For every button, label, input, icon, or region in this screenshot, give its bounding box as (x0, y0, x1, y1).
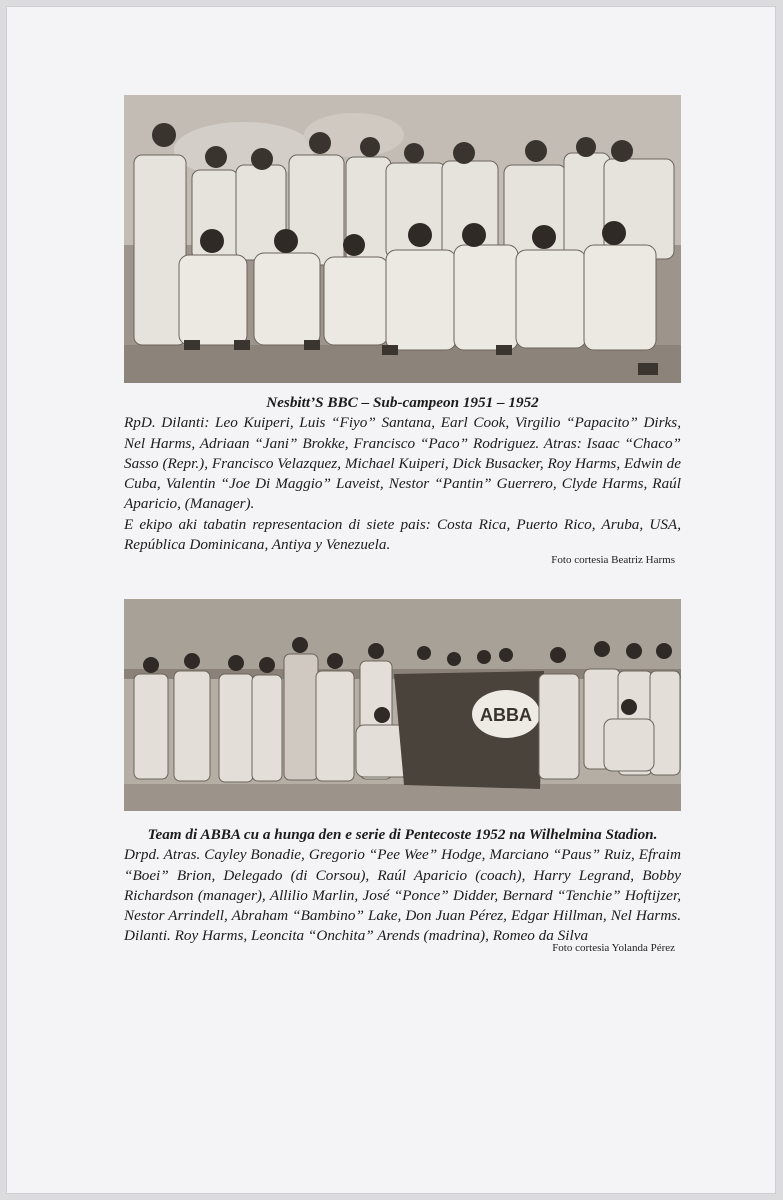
caption-abba (124, 825, 681, 947)
book-page (6, 6, 776, 1194)
caption-title: Nesbitt’S BBC – Sub-campeon 1951 – 1952 (266, 394, 539, 411)
caption-names: RpD. Dilanti: Leo Kuiperi, Luis “Fiyo” Santana, Earl Cook, Virgilio “Papacito” Dirks, Nel Harms, Adriaan “Jani” Brokke, Francisco “Paco” Rodriguez. Atras: Isaac “Chaco” Sasso (Repr.), Francisco Velazquez, Michael Kuiperi, Dick Busacker, Roy Harms, Edwin de Cuba, Valentin “Joe Di Maggio” Laveist, Nestor “Pantin” Guerrero, Clyde Harms, Raúl Aparicio, (Manager). (124, 414, 681, 513)
caption-nesbitts (124, 393, 681, 555)
caption-title: Team di ABBA cu a hunga den e serie di Pentecoste 1952 na Wilhelmina Stadion. (147, 826, 658, 843)
caption-note: E ekipo aki tabatin representacion di siete pais: Costa Rica, Puerto Rico, Aruba, USA, República Dominicana, Antiya y Venezuela. (124, 515, 681, 554)
photo-credit: Foto cortesia Yolanda Pérez (552, 942, 675, 954)
photo-credit: Foto cortesia Beatriz Harms (551, 554, 675, 566)
flag-logo-text: ABBA (480, 705, 532, 725)
team-photo-abba (124, 599, 681, 811)
caption-names: Drpd. Atras. Cayley Bonadie, Gregorio “Pee Wee” Hodge, Marciano “Paus” Ruiz, Efraim “Boei” Brion, Delegado (di Corsou), Raúl Aparicio (coach), Harry Legrand, Bobby Richardson (manager), Allilio Marlin, José “Ponce” Didder, Bernard “Tenchie” Hoftijzer, Nestor Arrindell, Abraham “Bambino” Lake, Don Juan Pérez, Edgar Hillman, Nel Harms. Dilanti. Roy Harms, Leoncita “Onchita” Arends (madrina), Romeo da Silva (124, 846, 681, 945)
team-photo-nesbitts (124, 95, 681, 383)
